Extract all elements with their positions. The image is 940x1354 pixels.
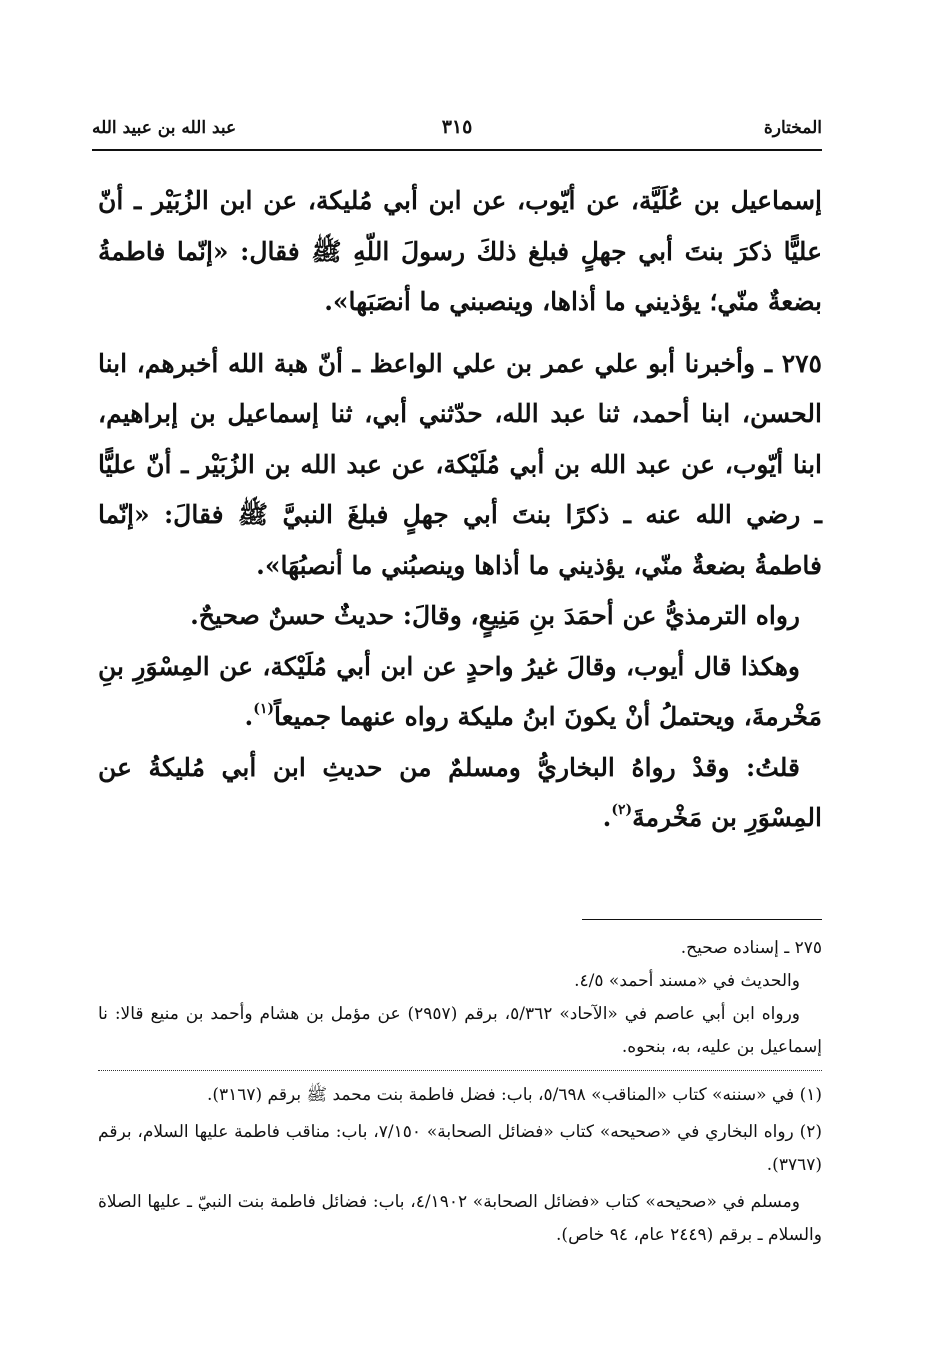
note-ahad: ورواه ابن أبي عاصم في «الآحاد» ٥/٣٦٢، برقم (٢٩٥٧) عن مؤمل بن هشام وأحمد بن منيع قالا: نا إسماعيل بن عليه، به، بنحوه. — [98, 1004, 822, 1057]
page-number: ٣١٥ — [441, 116, 473, 138]
paragraph-ayyub — [98, 642, 822, 743]
notes-rule — [582, 919, 822, 920]
note-musnad: والحديث في «مسند أحمد» ٤/٥. — [574, 971, 800, 991]
paragraph-tirmidhi: رواه الترمذيُّ عن أحمَدَ بنِ مَنِيعٍ، وقالَ: حديثٌ حسنٌ صحيحٌ. — [190, 601, 800, 630]
section-title: عبد الله بن عبيد الله — [92, 118, 237, 138]
footnote-2: (٢) رواه البخاري في «صحيحه» كتاب «فضائل الصحابة» ٧/١٥٠، باب: مناقب فاطمة عليها السلام، برقم (٣٧٦٧). — [98, 1122, 822, 1175]
paragraph-hadith-275: ٢٧٥ ـ وأخبرنا أبو علي عمر بن علي الواعظ ـ أنّ هبة الله أخبرهم، ابنا الحسن، ابنا أحمد، ثنا عبد الله، حدّثني أبي، ثنا إسماعيل بن إبراهيم، ابنا أيّوب، عن عبد الله بن أبي مُلَيْكة، عن عبد الله بن الزُبَيْر ـ أنّ عليًّا ـ رضي الله عنه ـ ذكرًا بنتَ أبي جهلٍ فبلغَ النبيَّ ﷺ فقالَ: «إنّما فاطمةُ بضعةٌ منّي، يؤذيني ما أذاها وينصبُني ما أنصبُهَا». — [98, 348, 822, 580]
footnote-ref-2: (٢) — [611, 802, 633, 818]
paragraph-ayyub-text: وهكذا قال أيوب، وقالَ غيرُ واحدٍ عن ابن أبي مُلَيْكة، عن المِسْوَرِ بنِ مَخْرمةَ، ويحتملُ أنْ يكونَ ابنُ مليكة رواه عنهما جميعاً — [98, 651, 822, 731]
paragraph-qultu — [98, 743, 822, 844]
paragraph-qultu-end: . — [602, 803, 612, 832]
main-text — [98, 176, 822, 844]
paragraph-hadith-274-end: إسماعيل بن عُلَيَّة، عن أيّوب، عن ابن أبي مُليكة، عن ابن الزُبَيْر ـ أنّ عليًّا ذكرَ بنتَ أبي جهلٍ فبلغ ذلكَ رسولَ اللّهِ ﷺ فقال: «إنّما فاطمةُ بضعةٌ منّي؛ يؤذيني ما أذاها، وينصبني ما أنصَبَها». — [98, 186, 822, 316]
footnote-ref-1: (١) — [253, 701, 274, 717]
footnotes — [98, 932, 822, 1252]
notes-divider — [98, 1070, 822, 1071]
footnote-2-muslim: ومسلم في «صحيحه» كتاب «فضائل الصحابة» ٤/١٩٠٢، باب: فضائل فاطمة بنت النبيّ ـ عليها الصلاة والسلام ـ برقم (٢٤٤٩ عام، ٩٤ خاص). — [98, 1192, 822, 1245]
running-header — [92, 114, 822, 150]
paragraph-ayyub-end: . — [244, 702, 254, 731]
book-title: المختارة — [763, 118, 822, 138]
header-rule — [92, 149, 822, 151]
note-isnad: ٢٧٥ ـ إسناده صحيح. — [680, 938, 822, 958]
paragraph-qultu-text: قلتُ: وقدْ رواهُ البخاريُّ ومسلمٌ من حديثِ ابن أبي مُليكةُ عن المِسْوَرِ بن مَخْرمةَ — [98, 752, 822, 832]
footnote-1: (١) في «سننه» كتاب «المناقب» ٥/٦٩٨، باب: فضل فاطمة بنت محمد ﷺ برقم (٣١٦٧). — [206, 1085, 822, 1105]
